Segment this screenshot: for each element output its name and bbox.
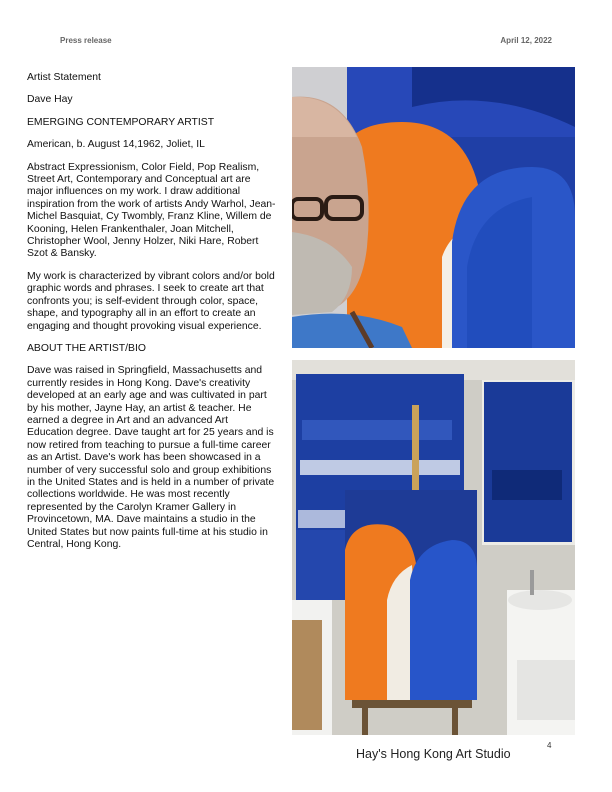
statement-heading: Artist Statement	[27, 72, 101, 83]
artist-name: Dave Hay	[27, 94, 73, 106]
text-column	[27, 72, 277, 561]
bio-paragraph: Dave was raised in Springfield, Massachusetts and currently resides in Hong Kong. Dave's creativity developed at an early age and was cultivated in part by his mother, Jayne Hay, an artist & teacher. He earned a degree in Art and an advanced Art Education degree. Dave taught art for 25 years and is now retired from teaching to pursue a full-time career as an Artist. Dave's work has been showcased in a number of very successful solo and group exhibitions in the United States and is held in a number of private collections worldwide. He was most recently represented by the Carolyn Kramer Gallery in Provincetown, MA. Dave maintains a studio in the United States but now paints full-time at his studio in Central, Hong Kong.	[27, 365, 275, 550]
style-paragraph: My work is characterized by vibrant colors and/or bold graphic words and phrases. I seek to create art that confronts you; is self-evident through color, space, shape, and typography all in an effort to create an engaging and thought provoking visual experience.	[27, 270, 275, 332]
influences-paragraph: Abstract Expressionism, Color Field, Pop Realism, Street Art, Contemporary and Conceptual art are major influences on my work. I draw additional inspiration from the work of artists Andy Warhol, Jean-Michel Basquiat, Cy Twombly, Franz Kline, Willem de Kooning, Helen Frankenthaler, Joan Mitchell, Christopher Wool, Jenny Holzer, Niki Hare, Robert Szot & Bansky.	[27, 161, 276, 260]
artist-category: EMERGING CONTEMPORARY ARTIST	[27, 116, 215, 128]
release-date: April 12, 2022	[500, 36, 552, 45]
birth-info: American, b. August 14,1962, Joliet, IL	[27, 139, 205, 151]
artist-selfie-photo	[292, 67, 575, 348]
studio-photo	[292, 360, 575, 735]
page-number: 4	[547, 741, 552, 750]
photo-caption: Hay's Hong Kong Art Studio	[356, 747, 511, 761]
bio-heading: ABOUT THE ARTIST/BIO	[27, 342, 146, 354]
press-release-label: Press release	[60, 36, 112, 45]
